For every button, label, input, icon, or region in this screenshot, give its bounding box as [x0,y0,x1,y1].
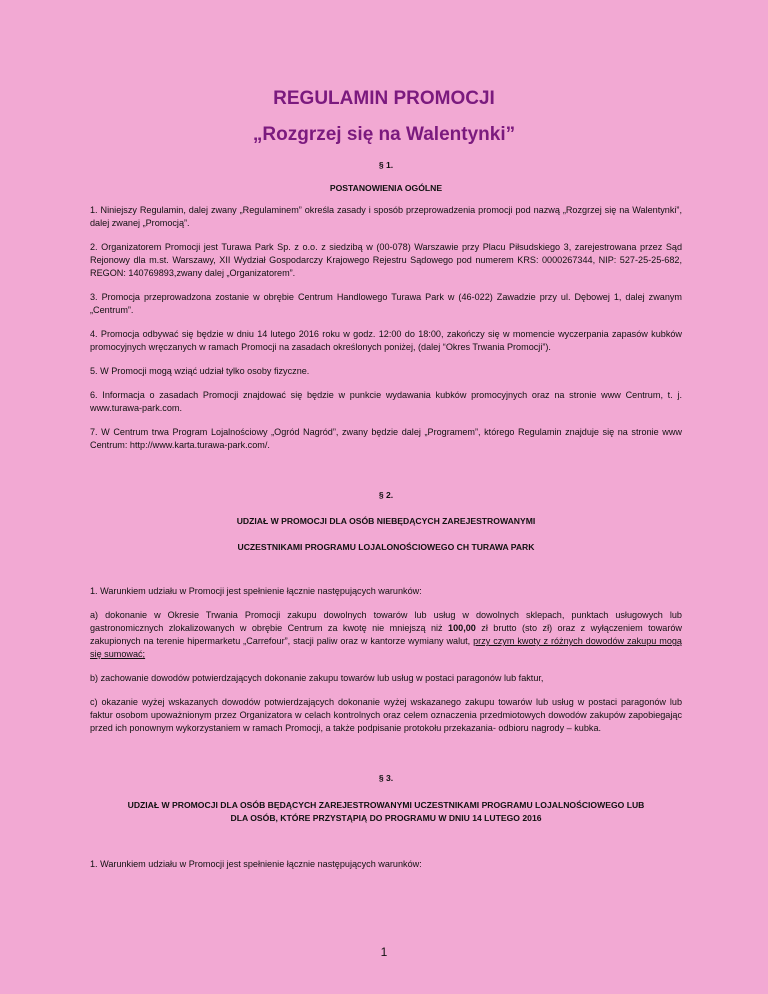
document-body [90,160,682,871]
section-2-heading-line-2: UCZESTNIKAMI PROGRAMU LOJALONOŚCIOWEGO CH TURAWA PARK [237,542,535,552]
section-1-heading: POSTANOWIENIA OGÓLNE [329,183,443,193]
section-1-paragraph-4: 4. Promocja odbywać się będzie w dniu 14 lutego 2016 roku w godz. 12:00 do 18:00, zakończy się w momencie wyczerpania zapasów kubków promocyjnych wręczanych w ramach Promocji na zasadach określonych poniżej, (dalej “Okres Trwania Promocji”). [90,329,682,352]
section-2-number: § 2. [378,490,394,500]
section-1-number: § 1. [378,160,394,170]
section-3-intro: 1. Warunkiem udziału w Promocji jest spełnienie łącznie następujących warunków: [90,859,422,869]
document-title: REGULAMIN PROMOCJI [273,88,495,109]
underlined-clause: przy czym kwoty z różnych dowodów zakupu mogą się sumować; [90,636,682,659]
section-3-heading-line-1: UDZIAŁ W PROMOCJI DLA OSÓB BĘDĄCYCH ZAREJESTROWANYMI UCZESTNIKAMI PROGRAMU LOJALNOŚCIOWEGO LUB [127,800,645,810]
promotion-name: „Rozgrzej się na Walentynki” [252,124,516,145]
section-2-condition-b: b) zachowanie dowodów potwierdzających dokonanie zakupu towarów lub usług w postaci paragonów lub faktur, [90,673,544,683]
section-1-paragraph-6: 6. Informacja o zasadach Promocji znajdować się będzie w punkcie wydawania kubków promocyjnych oraz na stronie www Centrum, t. j. www.turawa-park.com. [90,390,682,413]
section-1-paragraph-1: 1. Niniejszy Regulamin, dalej zwany „Regulaminem” określa zasady i sposób przeprowadzenia promocji pod nazwą „Rozgrzej się na Walentynki”, dalej zwanej „Promocją”. [90,205,682,228]
section-2-intro: 1. Warunkiem udziału w Promocji jest spełnienie łącznie następujących warunków: [90,586,422,596]
section-3-number: § 3. [378,773,394,783]
section-1-paragraph-2: 2. Organizatorem Promocji jest Turawa Park Sp. z o.o. z siedzibą w (00-078) Warszawie przy Placu Piłsudskiego 3, zarejestrowana przez Sąd Rejonowy dla m.st. Warszawy, XII Wydział Gospodarczy Krajowego Rejestru Sądowego pod numerem KRS: 0000267344, NIP: 527-25-25-682, REGON: 140769893,zwany dalej „Organizatorem”. [90,242,682,278]
section-2-condition-c: c) okazanie wyżej wskazanych dowodów potwierdzających dokonanie wyżej wskazanego zakupu towarów lub usług w postaci paragonów lub faktur osobom upoważnionym przez Organizatora w celach kontrolnych oraz celem oznaczenia przedmiotowych dowodów zakupów zapobiegając przed ich ponownym wykorzystaniem w ramach Promocji, a także podpisanie protokołu przekazania- odbioru nagrody – kubka. [90,697,682,733]
section-1-paragraph-3: 3. Promocja przeprowadzona zostanie w obrębie Centrum Handlowego Turawa Park w (46-022) Zawadzie przy ul. Dębowej 1, dalej zwanym „Centrum”. [90,292,682,315]
section-1-paragraph-5: 5. W Promocji mogą wziąć udział tylko osoby fizyczne. [90,366,310,376]
section-1-paragraph-7: 7. W Centrum trwa Program Lojalnościowy „Ogród Nagród”, zwany będzie dalej „Programem”, którego Regulamin znajduje się na stronie www Centrum: http://www.karta.turawa-park.com/. [90,427,682,450]
section-3-heading-line-2: DLA OSÓB, KTÓRE PRZYSTĄPIĄ DO PROGRAMU W DNIU 14 LUTEGO 2016 [230,813,542,823]
section-2-heading-line-1: UDZIAŁ W PROMOCJI DLA OSÓB NIEBĘDĄCYCH ZAREJESTROWANYMI [236,516,536,526]
section-2-condition-a: a) dokonanie w Okresie Trwania Promocji zakupu dowolnych towarów lub usług w dowolnych sklepach, punktach usługowych lub gastronomicznych zlokalizowanych w obrębie Centrum za kwotę nie mniejszą niż 100,00 zł brutto (sto zł) oraz z wyłączeniem towarów zakupionych na terenie hipermarketu „Carrefour”, stacji paliw oraz w kantorze wymiany walut, przy czym kwoty z różnych dowodów zakupu mogą się sumować; [90,610,682,659]
page-number: 1 [380,945,388,959]
minimum-amount: 100,00 [448,623,476,633]
